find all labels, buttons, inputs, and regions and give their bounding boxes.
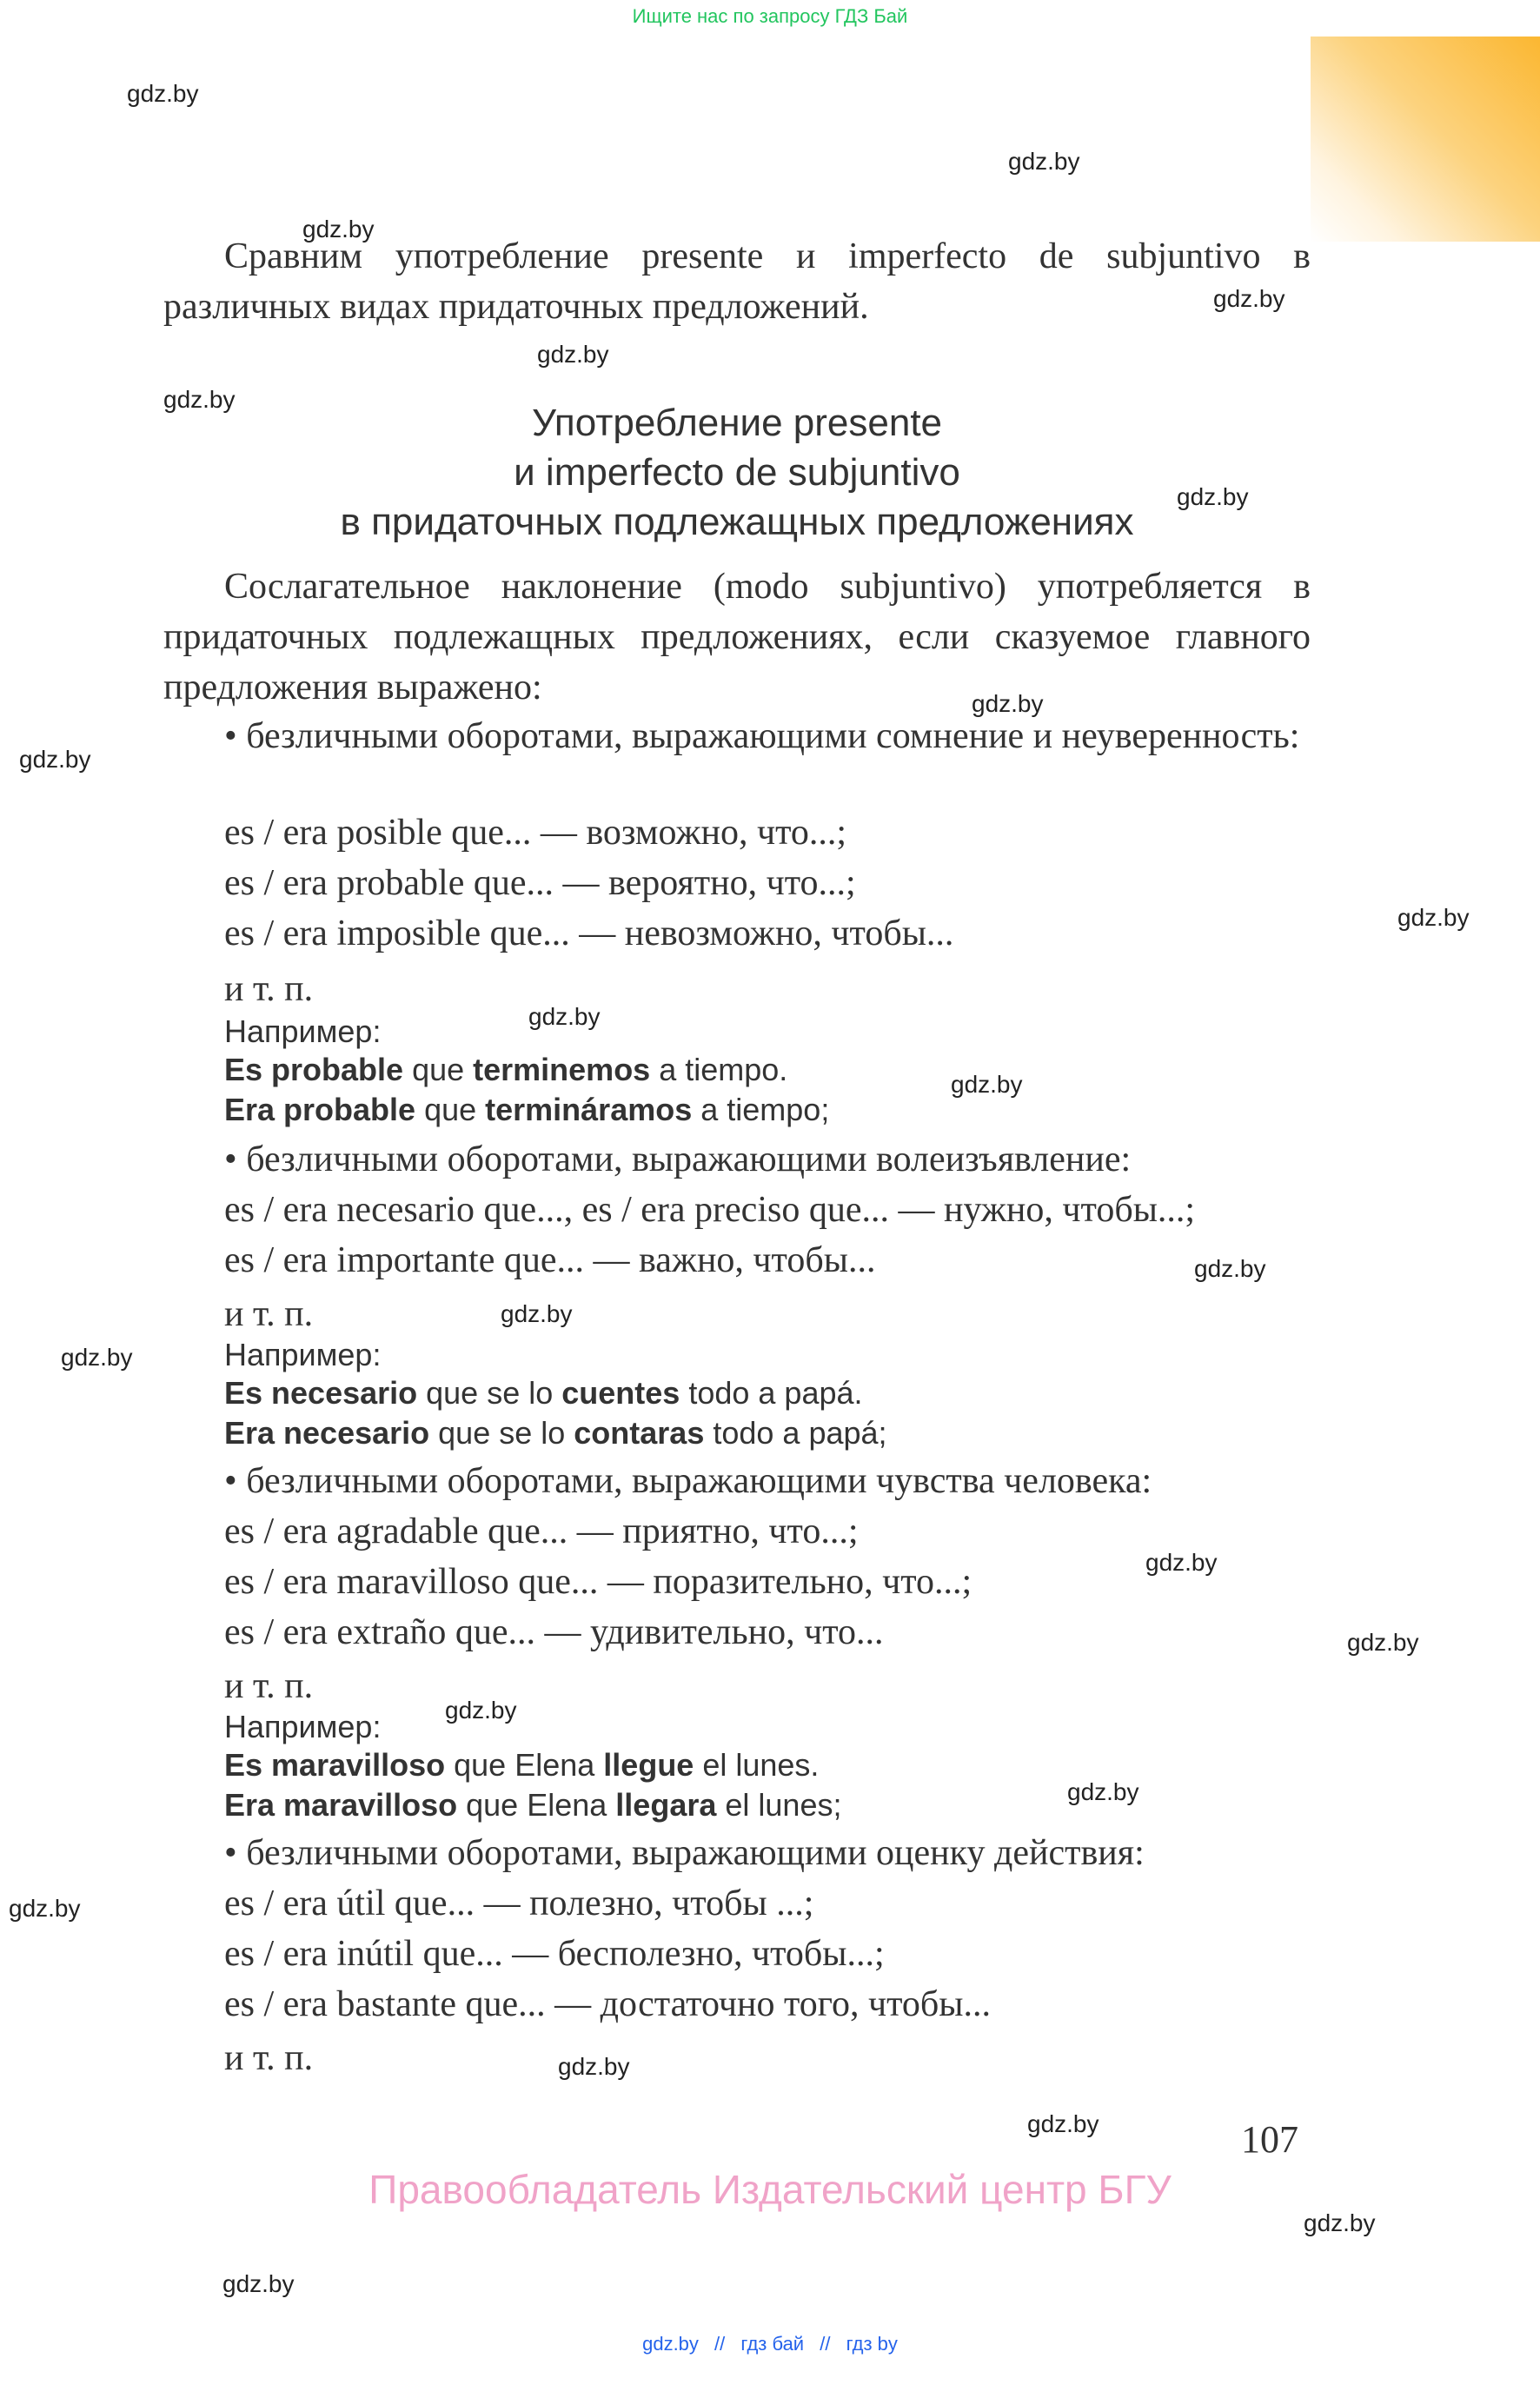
expression-item: es / era agradable que... — приятно, что...; (224, 1511, 859, 1551)
example-label: Например: (224, 1013, 382, 1049)
example-bold: cuentes (561, 1375, 680, 1411)
example-bold: Es maravilloso (224, 1747, 446, 1783)
example-sentence (224, 1092, 829, 1128)
section-heading (163, 398, 1311, 547)
bottom-link[interactable]: гдз бай (740, 2333, 805, 2355)
bullet-feelings: • безличными оборотами, выражающими чувства человека: (224, 1461, 1152, 1501)
watermark: gdz.by (501, 1300, 573, 1327)
expression-item: es / era posible que... — возможно, что...; (224, 813, 847, 853)
example-bold: termináramos (485, 1092, 693, 1127)
expression-item: es / era imposible que... — невозможно, чтобы... (224, 913, 954, 953)
watermark: gdz.by (9, 1895, 81, 1922)
example-bold: Es necesario (224, 1375, 418, 1411)
expression-item: es / era inútil que... — бесполезно, чтобы...; (224, 1934, 885, 1974)
example-bold: llegue (603, 1747, 694, 1783)
watermark: gdz.by (1213, 285, 1285, 312)
example-sentence (224, 1415, 887, 1452)
bullet-assessment: • безличными оборотами, выражающими оценку действия: (224, 1833, 1145, 1873)
corner-decoration (1311, 37, 1540, 242)
copyright-footer: Правообладатель Издательский центр БГУ (368, 2167, 1172, 2212)
example-bold: Era probable (224, 1092, 416, 1127)
watermark: gdz.by (163, 386, 236, 413)
watermark: gdz.by (558, 2053, 630, 2080)
watermark: gdz.by (528, 1003, 601, 1030)
example-text: que se lo (417, 1375, 562, 1411)
example-label: Например: (224, 1337, 382, 1372)
example-bold: Era maravilloso (224, 1787, 458, 1823)
watermark: gdz.by (1067, 1778, 1139, 1805)
example-bold: Era necesario (224, 1415, 430, 1451)
etc-text: и т. п. (224, 969, 314, 1009)
watermark: gdz.by (537, 341, 609, 368)
expression-item: es / era necesario que..., es / era preciso que... — нужно, чтобы...; (224, 1190, 1196, 1230)
watermark: gdz.by (61, 1344, 133, 1371)
watermark: gdz.by (1347, 1629, 1419, 1656)
link-separator: // (714, 2333, 726, 2355)
example-text: que (415, 1092, 486, 1127)
example-text: el lunes. (694, 1747, 820, 1783)
example-label: Например: (224, 1709, 382, 1744)
expression-item: es / era útil que... — полезно, чтобы ...; (224, 1883, 814, 1923)
bullet-will: • безличными оборотами, выражающими волеизъявление: (224, 1139, 1132, 1179)
watermark: gdz.by (951, 1071, 1023, 1098)
example-text: todo a papá. (680, 1375, 863, 1411)
bottom-link[interactable]: gdz.by (642, 2333, 699, 2355)
example-sentence (224, 1787, 841, 1824)
watermark: gdz.by (302, 216, 375, 242)
watermark: gdz.by (1145, 1549, 1218, 1576)
bullet-doubt: • безличными оборотами, выражающими сомнение и неуверенность: (224, 716, 1300, 756)
expression-item: es / era bastante que... — достаточно того, чтобы... (224, 1984, 991, 2024)
example-text: que Elena (445, 1747, 604, 1783)
example-text: que se lo (429, 1415, 574, 1451)
intro-paragraph: Сравним употребление presente и imperfecto de subjuntivo в различных видах придаточных предложений. (163, 236, 1311, 327)
etc-text: и т. п. (224, 2038, 314, 2078)
example-sentence (224, 1747, 819, 1784)
example-bold: terminemos (473, 1052, 651, 1087)
watermark: gdz.by (1397, 904, 1470, 931)
watermark: gdz.by (445, 1697, 517, 1724)
bottom-link[interactable]: гдз by (846, 2333, 898, 2355)
expression-item: es / era maravilloso que... — поразительно, что...; (224, 1562, 972, 1602)
example-bold: contaras (574, 1415, 705, 1451)
example-text: el lunes; (716, 1787, 842, 1823)
watermark: gdz.by (1304, 2209, 1376, 2236)
page-number: 107 (1241, 2118, 1298, 2161)
watermark: gdz.by (1194, 1255, 1266, 1282)
watermark: gdz.by (972, 690, 1044, 717)
heading-line: и imperfecto de subjuntivo (514, 451, 960, 494)
example-sentence (224, 1052, 787, 1088)
watermark: gdz.by (1008, 148, 1080, 175)
example-text: que Elena (457, 1787, 616, 1823)
link-separator: // (820, 2333, 831, 2355)
example-text: a tiempo; (692, 1092, 830, 1127)
watermark: gdz.by (222, 2270, 295, 2297)
etc-text: и т. п. (224, 1666, 314, 1706)
bottom-links (0, 2333, 1540, 2355)
watermark: gdz.by (127, 80, 199, 107)
etc-text: и т. п. (224, 1294, 314, 1334)
expression-item: es / era extraño que... — удивительно, что... (224, 1612, 884, 1652)
rule-paragraph: Сослагательное наклонение (modo subjuntivo) употребляется в придаточных подлежащных предложениях, если сказуемое главного предложения выражено: (163, 567, 1311, 708)
top-banner[interactable]: Ищите нас по запросу ГДЗ Бай (632, 5, 908, 27)
heading-line: Употребление presente (531, 402, 943, 444)
example-text: todo a papá; (704, 1415, 887, 1451)
watermark: gdz.by (19, 746, 91, 773)
example-text: que (403, 1052, 474, 1087)
example-bold: llegara (615, 1787, 717, 1823)
heading-line: в придаточных подлежащных предложениях (340, 501, 1134, 543)
watermark: gdz.by (1177, 483, 1249, 510)
example-text: a tiempo. (650, 1052, 788, 1087)
example-sentence (224, 1375, 863, 1412)
expression-item: es / era importante que... — важно, чтобы... (224, 1240, 876, 1280)
example-bold: Es probable (224, 1052, 404, 1087)
expression-item: es / era probable que... — вероятно, что...; (224, 863, 856, 903)
watermark: gdz.by (1027, 2110, 1099, 2137)
